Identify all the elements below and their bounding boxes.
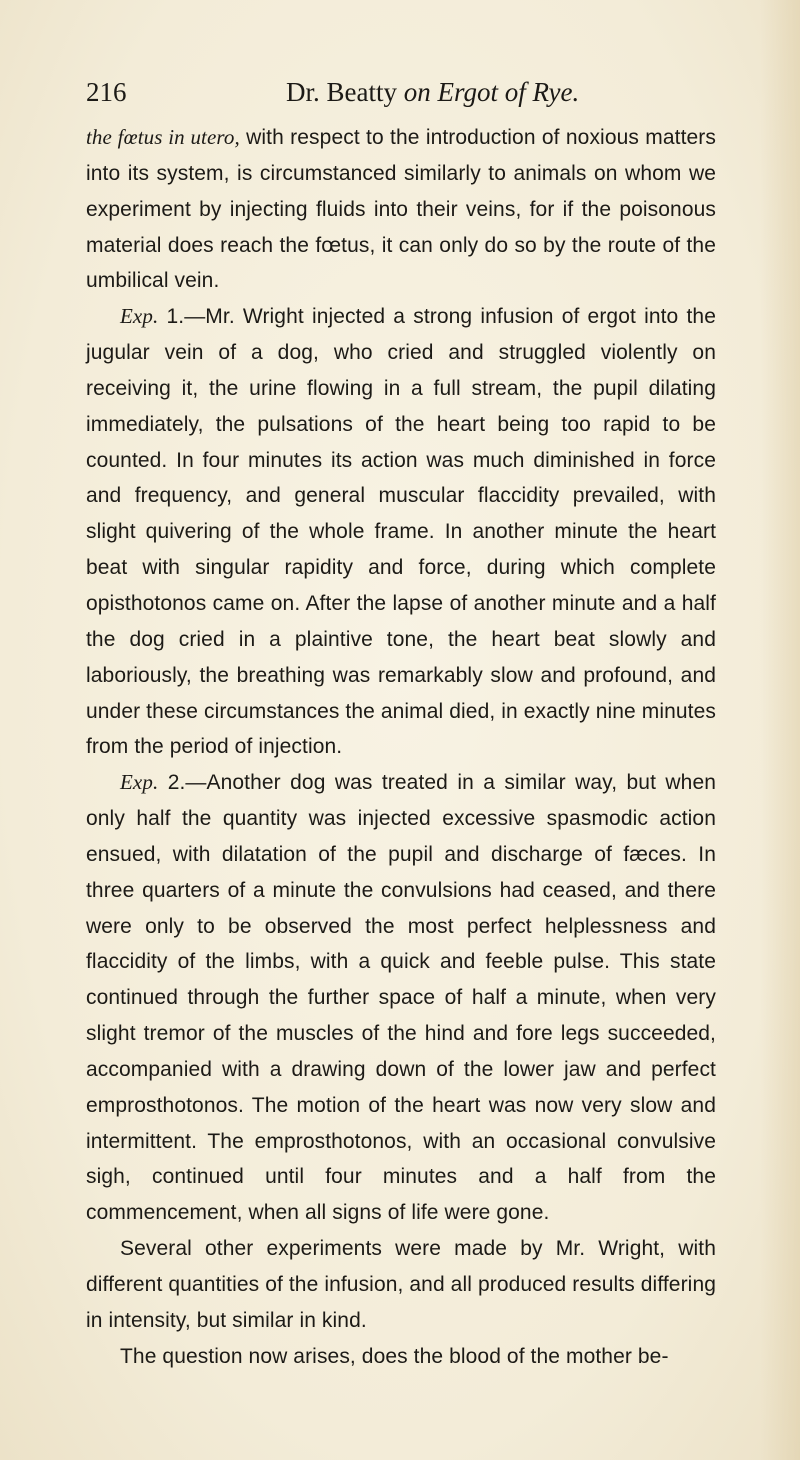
running-head-title: on Ergot of Rye.: [403, 77, 580, 107]
italic-phrase: the fœtus in utero,: [86, 125, 240, 149]
paragraph-exp-2: [86, 765, 716, 1231]
paragraph-text: The question now arises, does the blood of the mother be-: [120, 1344, 669, 1368]
paragraph-text: —Another dog was treated in a similar way, but when only half the quantity was injected excessive spasmodic action ensued, with dilatation of the pupil and discharge of fæces. In three quarters of a minute the convulsions had ceased, and there were only to be observed the most perfect helplessness and flaccidity of the limbs, with a quick and feeble pulse. This state continued through the further space of half a minute, when very slight tremor of the muscles of the hind and fore legs succeeded, accompanied with a drawing down of the lower jaw and perfect emprosthotonos. The motion of the heart was now very slow and intermittent. The emprosthotonos, with an occasional convulsive sigh, continued until four minutes and a half from the commencement, when all signs of life were gone.: [86, 771, 716, 1225]
running-head: [286, 72, 579, 112]
exp-label: Exp.: [120, 770, 159, 795]
exp-number: 2.: [158, 771, 186, 795]
page-number: 216: [86, 77, 127, 107]
paragraph-question: [86, 1339, 716, 1375]
paragraph-text: Several other experiments were made by Mr. Wright, with different quantities of the infusion, and all produced results differing in intensity, but similar in kind.: [86, 1237, 716, 1332]
paragraph-continuation: [86, 120, 716, 299]
paragraph-text: —Mr. Wright injected a strong infusion of ergot into the jugular vein of a dog, who cried and struggled violently on receiving it, the urine flowing in a full stream, the pupil dilating immediately, the pulsations of the heart being too rapid to be counted. In four minutes its action was much diminished in force and frequency, and general muscular flaccidity prevailed, with slight quivering of the whole frame. In another minute the heart beat with singular rapidity and force, during which complete opisthotonos came on. After the lapse of another minute and a half the dog cried in a plaintive tone, the heart beat slowly and laboriously, the breathing was remarkably slow and profound, and under these circumstances the animal died, in exactly nine minutes from the period of injection.: [86, 305, 716, 759]
exp-number: 1.: [158, 305, 185, 329]
page-header: [86, 72, 716, 112]
paragraph-other-experiments: [86, 1231, 716, 1339]
running-head-author: Dr. Beatty: [286, 77, 404, 107]
page-edge-shadow: [760, 0, 800, 1460]
body-text: [86, 120, 716, 1375]
exp-label: Exp.: [120, 304, 159, 329]
paragraph-exp-1: [86, 299, 716, 765]
paragraph-text: with respect to the introduction of noxious matters into its system, is circumstanced similarly to animals on whom we experiment by injecting fluids into their veins, for if the poisonous material does reach the fœtus, it can only do so by the route of the umbilical vein.: [86, 126, 716, 293]
